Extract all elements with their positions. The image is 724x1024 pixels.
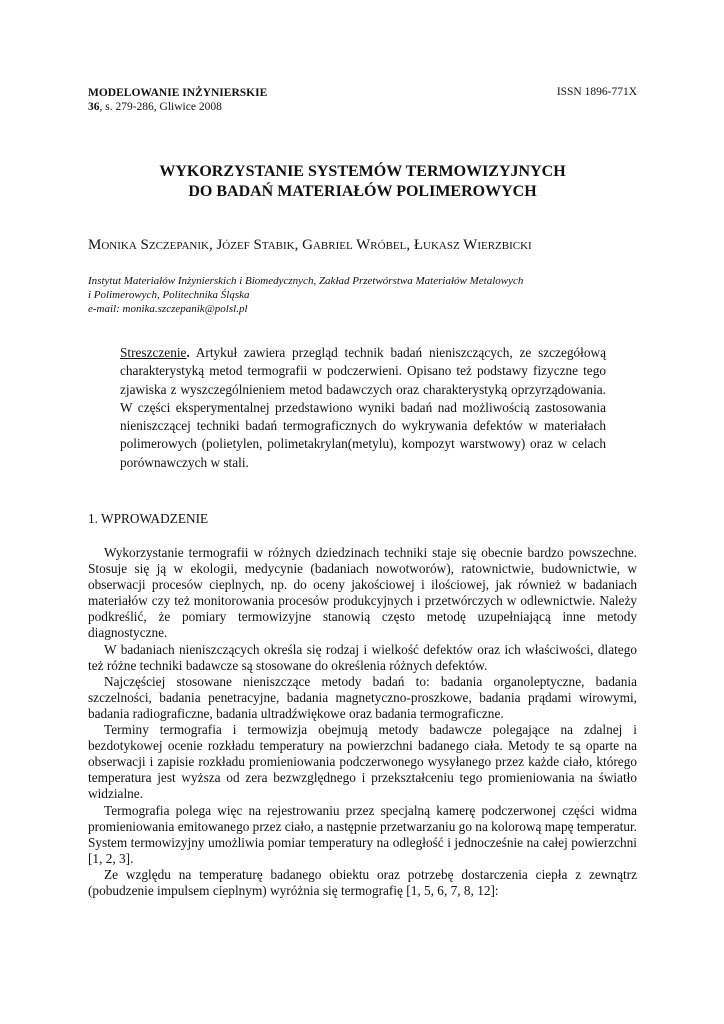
abstract-text: Artykuł zawiera przegląd technik badań nieniszczących, ze szczegółową charakterystyką metod termografii w podczerwieni. Opisano też podstawy fizyczne tego zjawiska z wyszczególnieniem metod badawczych oraz charakterystyką oprzyrządowania. W części eksperymentalnej przedstawiono wyniki badań nad możliwością zastosowania nieniszczącej techniki badań termograficznych do wykrywania defektów w materiałach polimerowych (polietylen, polimetakrylan(metylu), kompozyt warstwowy) oraz w celach porównawczych w stali. (120, 345, 606, 470)
issn: ISSN 1896-771X (556, 86, 637, 98)
journal-pages: , s. 279-286, Gliwice 2008 (99, 101, 222, 113)
abstract-label-punct: . (186, 345, 190, 360)
abstract-label: Streszczenie (120, 345, 187, 360)
section-heading: 1. WPROWADZENIE (88, 511, 209, 526)
journal-volume-line (88, 101, 222, 113)
affiliation-email: e-mail: monika.szczepanik@polsl.pl (88, 303, 248, 315)
paragraph: Wykorzystanie termografii w różnych dziedzinach techniki staje się obecnie bardzo powszechne. Stosuje się ją w ekologii, medycynie (badaniach nowotworów), ratownictwie, budownictwie, w obserwacji procesów cieplnych, np. do oceny jakościowej i ilościowej, jak również w badaniach materiałów czy też monitorowania procesów produkcyjnych i przetwórczych w odlewnictwie. Należy podkreślić, że pomiary termowizyjne stanowią często metodę uzupełniającą inne metody diagnostyczne. (88, 545, 637, 641)
title-line-1: WYKORZYSTANIE SYSTEMÓW TERMOWIZYJNYCH (159, 163, 566, 180)
journal-name: MODELOWANIE INŻYNIERSKIE (88, 87, 268, 99)
section-body (88, 545, 637, 899)
journal-volume: 36 (88, 101, 100, 113)
paragraph: Najczęściej stosowane nieniszczące metody badań to: badania organoleptyczne, badania szczelności, badania penetracyjne, badania magnetyczno-proszkowe, badania prądami wirowymi, badania radiograficzne, badania ultradźwiękowe oraz badania termograficzne. (88, 673, 637, 721)
title-line-2: DO BADAŃ MATERIAŁÓW POLIMEROWYCH (188, 183, 537, 200)
affiliation-line-1: Instytut Materiałów Inżynierskich i Biomedycznych, Zakład Przetwórstwa Materiałów Metalowych (88, 275, 524, 287)
paragraph: Ze względu na temperaturę badanego obiektu oraz potrzebę dostarczenia ciepła z zewnątrz (pobudzenie impulsem cieplnym) wyróżnia się termografię [1, 5, 6, 7, 8, 12]: (88, 866, 637, 898)
paragraph: W badaniach nieniszczących określa się rodzaj i wielkość defektów oraz ich właściwości, dlatego też różne techniki badawcze są stosowane do określenia różnych defektów. (88, 641, 637, 673)
abstract (120, 344, 606, 472)
paragraph: Termografia polega więc na rejestrowaniu przez specjalną kamerę podczerwonej części widma promieniowania emitowanego przez ciało, a następnie przetwarzaniu go na kolorową mapę temperatur. System termowizyjny umożliwia pomiar temperatury na odległość i jednocześnie na całej powierzchni [1, 2, 3]. (88, 802, 638, 866)
journal-header (88, 86, 267, 114)
authors: Monika Szczepanik, Józef Stabik, Gabriel Wróbel, Łukasz Wierzbicki (88, 237, 532, 253)
paper-title (88, 162, 637, 202)
paragraph: Terminy termografia i termowizja obejmują metody badawcze polegające na zdalnej i bezdotykowej ocenie rozkładu temperatury na powierzchni badanego ciała. Metody te są oparte na obserwacji i zapisie rozkładu promieniowania podczerwonego wysyłanego przez każde ciało, którego temperatura jest wyższa od zera bezwzględnego i przekształceniu tego promieniowania na światło widzialne. (88, 722, 637, 802)
affiliation-line-2: i Polimerowych, Politechnika Śląska (88, 289, 250, 301)
affiliation (88, 274, 637, 316)
